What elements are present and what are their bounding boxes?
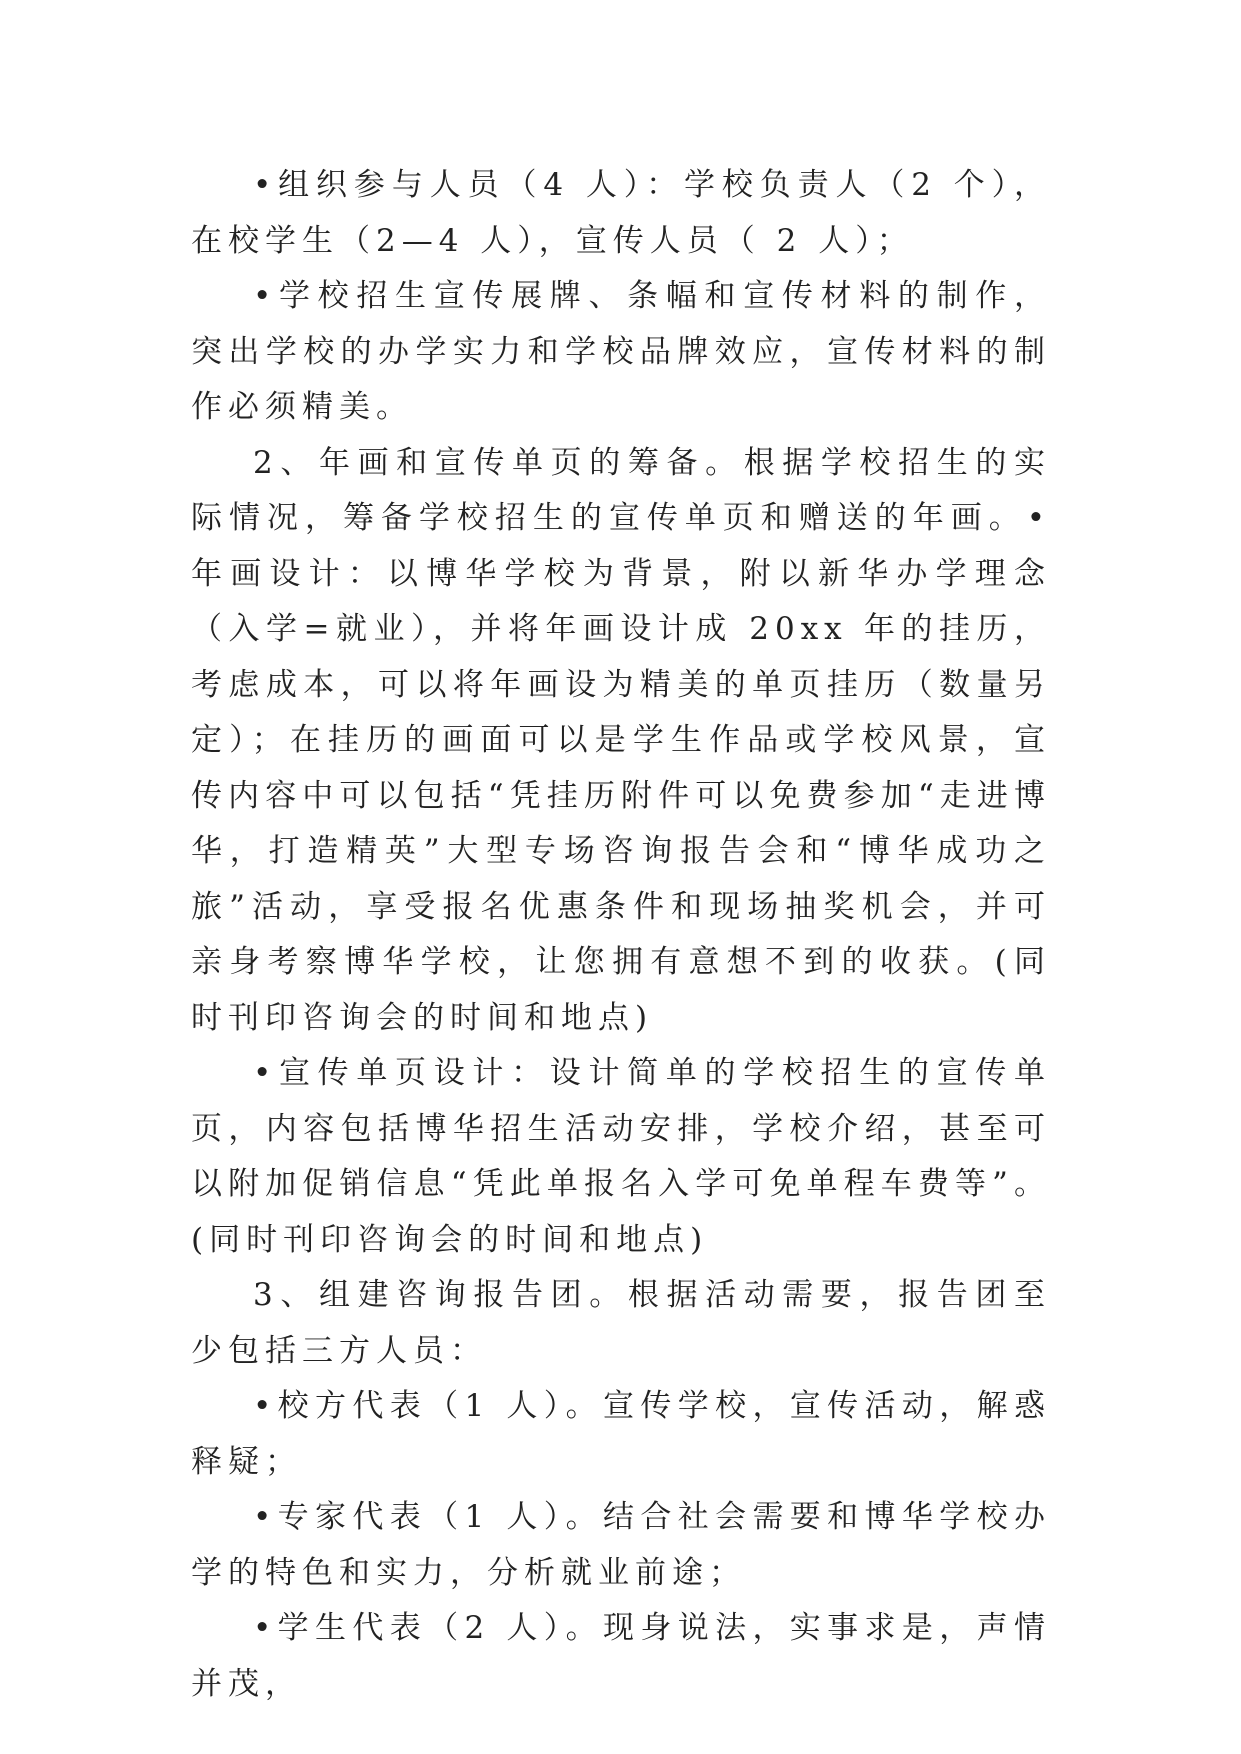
paragraph-calendar-flyer: 2、年画和宣传单页的筹备。根据学校招生的实际情况，筹备学校招生的宣传单页和赠送的年画。•年画设计：以博华学校为背景，附以新华办学理念（入学=就业），并将年画设计成 20xx 年的挂历，考虑成本，可以将年画设为精美的单页挂历（数量另定）；在挂历的画面可以是学生作品或学校风景，宣传内容中可以包括“凭挂历附件可以免费参加“走进博华，打造精英”大型专场咨询报告会和“博华成功之旅”活动，享受报名优惠条件和现场抽奖机会，并可亲身考察博华学校，让您拥有意想不到的收获。(同时刊印咨询会的时间和地点) bbox=[191, 444, 1051, 1036]
paragraph-student-rep: •学生代表（2 人）。现身说法，实事求是，声情并茂， bbox=[191, 1610, 1051, 1702]
document-body bbox=[191, 158, 1051, 1712]
paragraph-promo-materials: •学校招生宣传展牌、条幅和宣传材料的制作，突出学校的办学实力和学校品牌效应，宣传材料的制作必须精美。 bbox=[191, 278, 1051, 425]
paragraph-school-rep: •校方代表（1 人）。宣传学校，宣传活动，解惑释疑； bbox=[191, 1388, 1051, 1480]
paragraph-expert-rep: •专家代表（1 人）。结合社会需要和博华学校办学的特色和实力，分析就业前途； bbox=[191, 1499, 1051, 1591]
paragraph-organizers: •组织参与人员（4 人）：学校负责人（2 个），在校学生（2—4 人），宣传人员（ 2 人）； bbox=[191, 167, 1051, 259]
paragraph-flyer-design: •宣传单页设计：设计简单的学校招生的宣传单页，内容包括博华招生活动安排，学校介绍，甚至可以附加促销信息“凭此单报名入学可免单程车费等”。(同时刊印咨询会的时间和地点) bbox=[191, 1055, 1051, 1258]
paragraph-consult-team: 3、组建咨询报告团。根据活动需要，报告团至少包括三方人员： bbox=[191, 1277, 1051, 1369]
